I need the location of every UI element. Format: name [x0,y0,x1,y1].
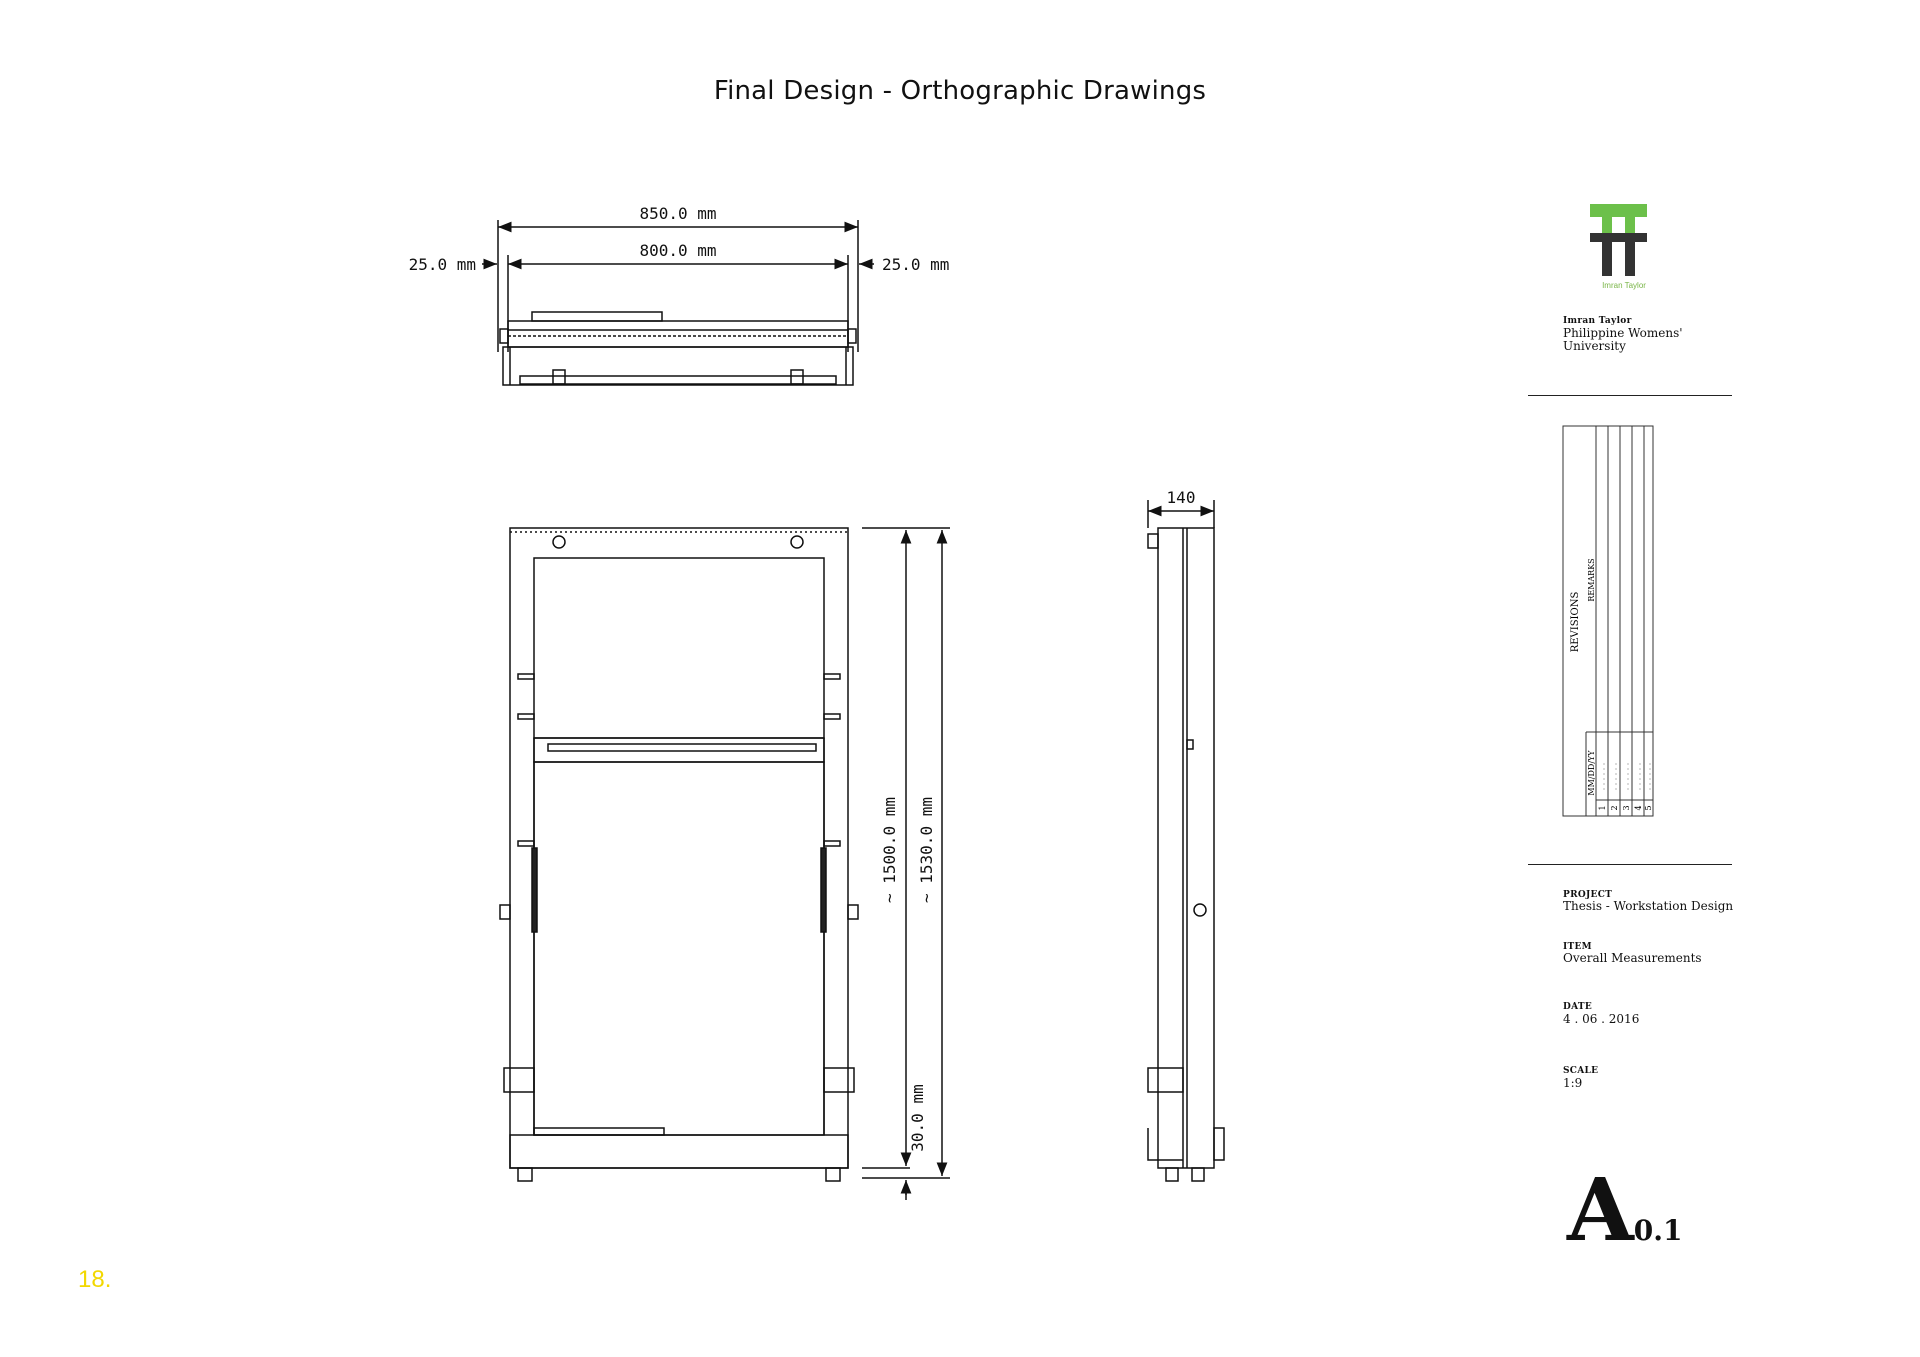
date-label: DATE [1563,1002,1593,1012]
left-offset-label: 25.0 mm [408,255,476,274]
right-offset-label: 25.0 mm [882,255,950,274]
brand-logo-icon [1590,204,1647,276]
title-block-divider [1528,395,1732,396]
page-number: 18. [78,1266,112,1293]
institution-line-2: University [1563,339,1626,353]
sheet-index: 0.1 [1633,1214,1683,1247]
revision-number-5: 5 [1644,805,1653,811]
item-label: ITEM [1563,942,1592,952]
sheet-number [1567,1160,1683,1261]
revision-number-1: 1 [1598,805,1607,811]
height-overall-label: ~ 1530.0 mm [917,797,936,903]
page-title: Final Design - Orthographic Drawings [713,76,1207,106]
scale-label: SCALE [1563,1066,1599,1076]
front-view [500,528,858,1181]
project-value: Thesis - Workstation Design [1563,899,1734,913]
overall-width-label: 850.0 mm [639,204,717,223]
revision-number-3: 3 [1622,805,1631,811]
author-name: Imran Taylor [1563,316,1632,326]
date-value: 4 . 06 . 2016 [1563,1012,1640,1026]
title-block-divider [1528,864,1732,865]
depth-label: 140 [1166,488,1196,507]
project-label: PROJECT [1563,890,1613,900]
sheet-letter: A [1567,1160,1634,1261]
institution-line-1: Philippine Womens' [1563,326,1683,340]
revision-number-2: 2 [1610,805,1619,811]
date-column-label: MM/DD/YY [1587,750,1596,796]
item-value: Overall Measurements [1563,951,1702,965]
inner-width-label: 800.0 mm [639,241,717,260]
scale-value: 1:9 [1563,1076,1583,1090]
foot-height-label: 30.0 mm [908,1084,927,1152]
revisions-label: REVISIONS [1570,591,1581,653]
revision-placeholder-marks [1604,760,1650,790]
remarks-label: REMARKS [1587,558,1596,602]
height-inner-label: ~ 1500.0 mm [880,797,899,903]
side-view [1148,500,1224,1181]
revision-number-4: 4 [1634,805,1643,811]
logo-caption: Imran Taylor [1602,281,1646,290]
